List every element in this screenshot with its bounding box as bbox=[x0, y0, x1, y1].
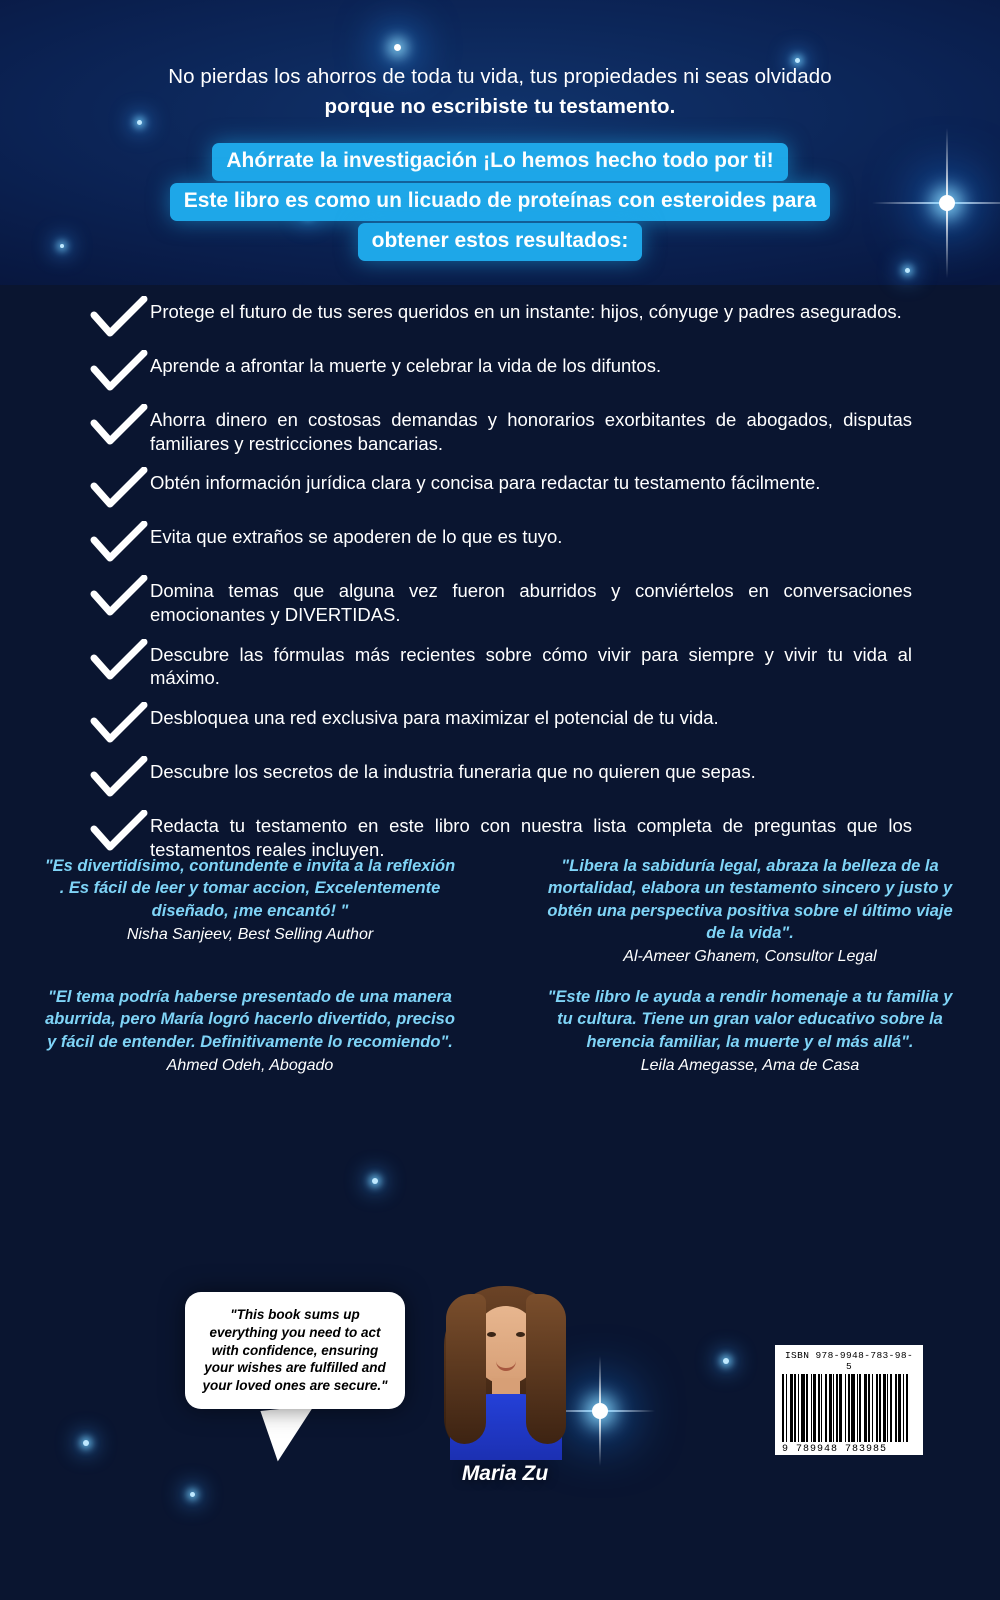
checkmark-icon bbox=[88, 756, 150, 798]
testimonial bbox=[0, 986, 500, 1075]
benefit-item bbox=[88, 641, 912, 690]
checkmark-icon bbox=[88, 810, 150, 852]
benefits-list bbox=[88, 298, 912, 875]
checkmark-icon bbox=[88, 575, 150, 617]
benefit-text: Evita que extraños se apoderen de lo que es tuyo. bbox=[150, 526, 563, 548]
isbn-text-bottom: 9 789948 783985 bbox=[782, 1444, 888, 1455]
eye-right bbox=[516, 1332, 525, 1337]
barcode bbox=[775, 1345, 923, 1455]
testimonial-author: Leila Amegasse, Ama de Casa bbox=[640, 1056, 860, 1074]
benefit-item bbox=[88, 469, 912, 509]
benefit-text: Domina temas que alguna vez fueron aburridos y conviértelos en conversaciones emocionantes y DIVERTIDAS. bbox=[150, 580, 912, 626]
checkmark-icon bbox=[88, 350, 150, 392]
speech-bubble-tail bbox=[260, 1405, 319, 1462]
benefit-item bbox=[88, 406, 912, 455]
benefit-item bbox=[88, 758, 912, 798]
isbn-text-top: ISBN 978-9948-783-98-5 bbox=[784, 1350, 914, 1372]
checkmark-icon bbox=[88, 404, 150, 446]
headline-line-1: No pierdas los ahorros de toda tu vida, tus propiedades ni seas olvidado bbox=[168, 65, 832, 88]
promo-line-1: Ahórrate la investigación ¡Lo hemos hecho todo por ti! bbox=[212, 143, 787, 181]
benefit-item bbox=[88, 352, 912, 392]
testimonial-text: "Es divertidísimo, contundente e invita a la reflexión . Es fácil de leer y tomar accion, Excelentemente diseñado, ¡me encantó! " bbox=[44, 857, 456, 920]
headline-line-2: porque no escribiste tu testamento. bbox=[324, 94, 676, 118]
hair-strand-right bbox=[526, 1294, 566, 1444]
hair-strand-left bbox=[446, 1294, 486, 1444]
testimonial-author: Al-Ameer Ghanem, Consultor Legal bbox=[623, 948, 877, 966]
benefit-text: Descubre las fórmulas más recientes sobre cómo vivir para siempre y vivir tu vida al máximo. bbox=[150, 643, 912, 689]
testimonial-author: Nisha Sanjeev, Best Selling Author bbox=[126, 925, 374, 943]
author-block bbox=[430, 1280, 580, 1486]
testimonial bbox=[500, 986, 1000, 1075]
benefit-text: Ahorra dinero en costosas demandas y honorarios exorbitantes de abogados, disputas familiares y restricciones bancarias. bbox=[150, 409, 912, 454]
checkmark-icon bbox=[88, 521, 150, 563]
benefit-text: Redacta tu testamento en este libro con nuestra lista completa de preguntas que los testamentos reales incluyen. bbox=[150, 815, 912, 860]
barcode-bars bbox=[782, 1374, 916, 1442]
checkmark-icon bbox=[88, 296, 150, 338]
testimonial bbox=[500, 855, 1000, 966]
promo-line-2: Este libro es como un licuado de proteínas con esteroides para bbox=[170, 183, 831, 221]
testimonial-author: Ahmed Odeh, Abogado bbox=[166, 1056, 334, 1074]
testimonial-text: "El tema podría haberse presentado de una manera aburrida, pero María logró hacerlo divertido, preciso y fácil de entender. Definitivamente lo recomiendo". bbox=[45, 988, 455, 1051]
benefit-item bbox=[88, 523, 912, 563]
checkmark-icon bbox=[88, 702, 150, 744]
testimonial-text: "Libera la sabiduría legal, abraza la belleza de la mortalidad, elabora un testamento sincero y justo y obtén una perspectiva positiva sobre el último viaje de la vida". bbox=[547, 857, 953, 942]
testimonial bbox=[0, 855, 500, 966]
benefit-item bbox=[88, 577, 912, 626]
author-photo bbox=[430, 1280, 580, 1460]
benefit-text: Aprende a afrontar la muerte y celebrar la vida de los difuntos. bbox=[150, 355, 662, 376]
checkmark-icon bbox=[88, 467, 150, 509]
benefit-item bbox=[88, 704, 912, 744]
benefit-text: Desbloquea una red exclusiva para maximizar el potencial de tu vida. bbox=[150, 707, 719, 729]
benefit-item bbox=[88, 298, 912, 338]
testimonial-text: "Este libro le ayuda a rendir homenaje a tu familia y tu cultura. Tiene un gran valor educativo sobre la herencia familiar, la muerte y el más allá". bbox=[547, 988, 953, 1051]
benefit-item bbox=[88, 812, 912, 861]
speech-bubble: "This book sums up everything you need to act with confidence, ensuring your wishes are fulfilled and your loved ones are secure." bbox=[185, 1292, 405, 1409]
benefit-text: Protege el futuro de tus seres queridos en un instante: hijos, cónyuge y padres asegurados. bbox=[150, 301, 902, 322]
checkmark-icon bbox=[88, 639, 150, 681]
promo-line-3: obtener estos resultados: bbox=[358, 223, 643, 261]
benefit-text: Descubre los secretos de la industria funeraria que no quieren que sepas. bbox=[150, 761, 756, 783]
author-name: Maria Zu bbox=[461, 1462, 549, 1485]
headline bbox=[0, 62, 1000, 121]
benefit-text: Obtén información jurídica clara y concisa para redactar tu testamento fácilmente. bbox=[150, 472, 821, 494]
eye-left bbox=[487, 1332, 496, 1337]
testimonials-section bbox=[0, 855, 1000, 1095]
promo-banner bbox=[0, 142, 1000, 262]
